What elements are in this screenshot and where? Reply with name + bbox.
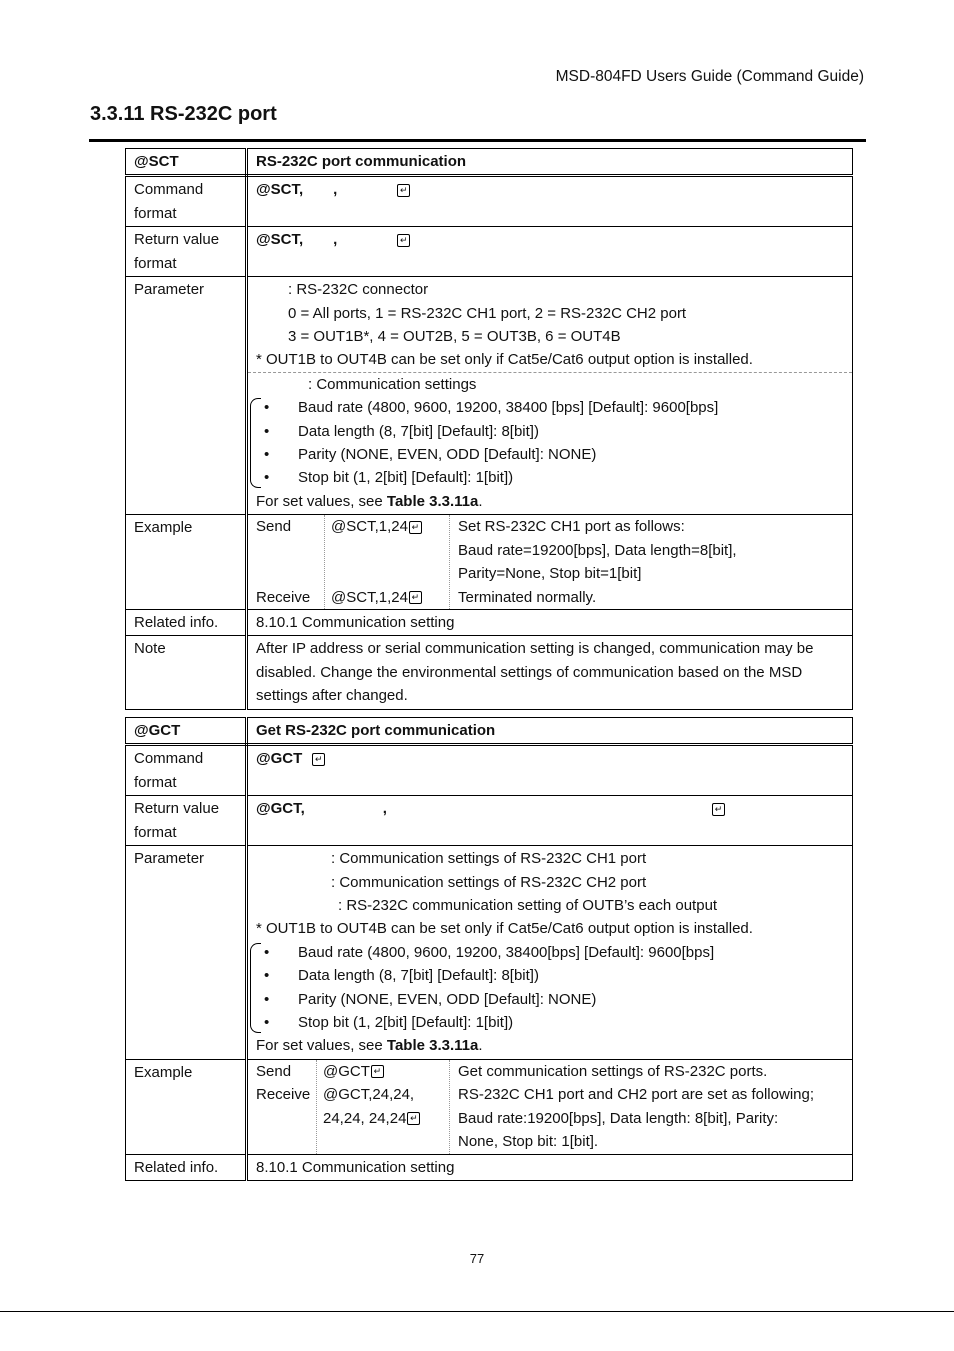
sct-note-text: After IP address or serial communication setting is changed, communication may be disabled. Change the environmental settings of communication based on the MSD settings after changed.	[247, 636, 853, 709]
gct-see-table: For set values, see Table 3.3.11a.	[256, 1037, 483, 1055]
sct-bullet-group	[256, 396, 844, 490]
gct-bullet: • Stop bit (1, 2[bit] [Default]: 1[bit])	[264, 1014, 514, 1032]
sct-see-table: For set values, see Table 3.3.11a.	[256, 492, 483, 510]
footer-rule	[0, 1311, 954, 1312]
sct-parameter-row	[126, 277, 853, 515]
sct-command-description: RS-232C port communication	[247, 149, 853, 176]
gct-related-info: 8.10.1 Communication setting	[247, 1154, 853, 1180]
sct-param-footnote: * OUT1B to OUT4B can be set only if Cat5e/Cat6 output option is installed.	[256, 351, 753, 369]
receive-label: Receive	[256, 588, 311, 606]
enter-key-icon: ↵	[397, 184, 410, 197]
sct-return-format-text: @SCT,	[256, 231, 304, 249]
example-desc-line: Parity=None, Stop bit=1[bit]	[458, 565, 642, 583]
gct-example-commands	[317, 1060, 450, 1154]
document-header: MSD-804FD Users Guide (Command Guide)	[555, 68, 864, 85]
gct-send-command: @GCT ↵	[323, 1060, 443, 1083]
sct-param-line: 0 = All ports, 1 = RS-232C CH1 port, 2 = RS-232C CH2 port	[288, 304, 687, 322]
sct-bullet: • Parity (NONE, EVEN, ODD [Default]: NONE)	[264, 446, 597, 464]
gct-parameter-label: Parameter	[126, 846, 247, 1060]
enter-key-icon: ↵	[407, 1112, 420, 1125]
example-desc-line: RS-232C CH1 port and CH2 port are set as following;	[458, 1086, 815, 1104]
enter-key-icon: ↵	[312, 753, 325, 766]
sct-command-name: @SCT	[126, 149, 247, 176]
example-desc-line: None, Stop bit: 1[bit].	[458, 1133, 599, 1151]
sct-example-row	[126, 515, 853, 610]
example-desc-line: Set RS-232C CH1 port as follows:	[458, 518, 685, 536]
gct-return-format-label: Return value format	[126, 796, 247, 846]
gct-example-row	[126, 1059, 853, 1154]
send-label: Send	[256, 518, 292, 536]
sct-parameter-label: Parameter	[126, 277, 247, 515]
sct-example-descriptions	[450, 515, 853, 609]
sct-bullet: • Baud rate (4800, 9600, 19200, 38400 [bps] [Default]: 9600[bps]	[264, 399, 719, 417]
gct-return-format-text: @GCT,	[256, 800, 305, 818]
example-desc-line: Baud rate:19200[bps], Data length: 8[bit], Parity:	[458, 1109, 779, 1127]
sct-related-info: 8.10.1 Communication setting	[247, 609, 853, 635]
sct-return-format-comma: ,	[333, 231, 338, 249]
gct-command-format	[247, 745, 853, 796]
title-rule	[89, 139, 866, 142]
sct-command-format	[247, 176, 853, 227]
sct-return-format-row	[126, 227, 853, 277]
gct-param-line: : Communication settings of RS-232C CH2 port	[331, 873, 647, 891]
enter-key-icon: ↵	[712, 803, 725, 816]
sct-receive-command: @SCT,1,24 ↵	[331, 586, 443, 609]
sct-header-row	[126, 149, 853, 176]
gct-parameter-content	[247, 846, 853, 1060]
sct-example-commands	[325, 515, 450, 609]
gct-param-line: : Communication settings of RS-232C CH1 port	[331, 850, 647, 868]
sct-command-format-row	[126, 176, 853, 227]
gct-return-format-comma: ,	[382, 800, 387, 818]
sct-send-command: @SCT,1,24 ↵	[331, 515, 443, 538]
gct-example-label: Example	[126, 1059, 247, 1154]
gct-command-format-label: Command format	[126, 745, 247, 796]
gct-param-line: : RS-232C communication setting of OUTB’s each output	[338, 897, 718, 915]
gct-example-descriptions	[450, 1060, 853, 1154]
sct-command-table	[125, 148, 853, 710]
sct-example-content	[247, 515, 853, 610]
sct-example-label: Example	[126, 515, 247, 610]
gct-return-format	[247, 796, 853, 846]
gct-example-labels	[256, 1060, 317, 1154]
enter-key-icon: ↵	[371, 1065, 384, 1078]
gct-param-footnote: * OUT1B to OUT4B can be set only if Cat5e/Cat6 output option is installed.	[256, 920, 753, 938]
sct-return-format	[247, 227, 853, 277]
gct-command-name: @GCT	[126, 718, 247, 745]
example-desc-line: Baud rate=19200[bps], Data length=8[bit],	[458, 541, 737, 559]
example-desc-line: Terminated normally.	[458, 588, 597, 606]
sct-example-labels	[256, 515, 325, 609]
gct-bullet: • Baud rate (4800, 9600, 19200, 38400[bps] [Default]: 9600[bps]	[264, 943, 715, 961]
gct-return-format-row	[126, 796, 853, 846]
gct-related-label: Related info.	[126, 1154, 247, 1180]
receive-label: Receive	[256, 1086, 311, 1104]
sct-param-line: 3 = OUT1B*, 4 = OUT2B, 5 = OUT3B, 6 = OUT4B	[288, 328, 621, 346]
gct-bullet: • Parity (NONE, EVEN, ODD [Default]: NONE)	[264, 990, 597, 1008]
example-desc-line: Get communication settings of RS-232C ports.	[458, 1062, 768, 1080]
sct-note-row	[126, 636, 853, 709]
gct-command-format-text: @GCT	[256, 750, 303, 768]
sct-command-format-label: Command format	[126, 176, 247, 227]
gct-bullet-group	[256, 941, 844, 1035]
sct-comm-settings-label: : Communication settings	[308, 375, 477, 393]
gct-example-table	[256, 1060, 852, 1154]
enter-key-icon: ↵	[409, 591, 422, 604]
enter-key-icon: ↵	[397, 234, 410, 247]
gct-header-row	[126, 718, 853, 745]
gct-bullet: • Data length (8, 7[bit] [Default]: 8[bit])	[264, 967, 539, 985]
gct-parameter-row	[126, 846, 853, 1060]
gct-command-table	[125, 717, 853, 1181]
sct-return-format-label: Return value format	[126, 227, 247, 277]
gct-receive-command-line: 24,24, 24,24 ↵	[323, 1107, 443, 1130]
sct-command-format-comma: ,	[333, 181, 338, 199]
sct-related-label: Related info.	[126, 609, 247, 635]
sct-example-table	[256, 515, 852, 609]
gct-command-description: Get RS-232C port communication	[247, 718, 853, 745]
sct-param-line: : RS-232C connector	[288, 281, 429, 299]
sct-note-label: Note	[126, 636, 247, 709]
sct-related-row	[126, 609, 853, 635]
send-label: Send	[256, 1062, 292, 1080]
page-number: 77	[469, 1251, 485, 1266]
sct-parameter-content	[247, 277, 853, 515]
gct-example-content	[247, 1059, 853, 1154]
gct-receive-command-line: @GCT,24,24,	[323, 1086, 415, 1104]
sct-bullet: • Data length (8, 7[bit] [Default]: 8[bit])	[264, 422, 539, 440]
sct-bullet: • Stop bit (1, 2[bit] [Default]: 1[bit])	[264, 469, 514, 487]
gct-command-format-row	[126, 745, 853, 796]
sct-command-format-text: @SCT,	[256, 181, 304, 199]
section-title: 3.3.11 RS-232C port	[90, 103, 277, 125]
enter-key-icon: ↵	[409, 521, 422, 534]
gct-related-row	[126, 1154, 853, 1180]
